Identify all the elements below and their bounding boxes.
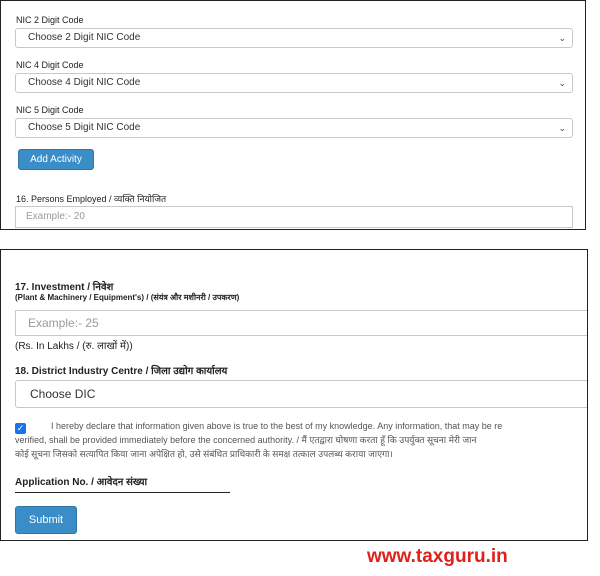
dic-select[interactable]: [15, 380, 588, 408]
chevron-down-icon: ⌄: [558, 78, 566, 88]
dic-label: 18. District Industry Centre / जिला उद्योग कार्यालय: [15, 366, 228, 377]
business-activity-panel: [0, 0, 586, 230]
nic2-selected: Choose 2 Digit NIC Code: [28, 32, 141, 43]
dic-selected: Choose DIC: [30, 387, 96, 401]
nic4-selected: Choose 4 Digit NIC Code: [28, 77, 141, 88]
investment-sublabel: (Plant & Machinery / Equipment's) / (संयंत्र और मशीनरी / उपकरण): [15, 293, 240, 302]
watermark-text: www.taxguru.in: [367, 546, 508, 567]
nic2-select[interactable]: [15, 28, 573, 48]
nic5-selected: Choose 5 Digit NIC Code: [28, 122, 141, 133]
check-icon: ✓: [16, 423, 25, 433]
nic4-select[interactable]: [15, 73, 573, 93]
investment-label: 17. Investment / निवेश: [15, 282, 114, 293]
nic5-label: NIC 5 Digit Code: [16, 105, 84, 115]
submit-button[interactable]: Submit: [15, 506, 77, 534]
chevron-down-icon: ⌄: [558, 123, 566, 133]
application-no-underline: [15, 492, 230, 493]
add-activity-button[interactable]: Add Activity: [18, 149, 94, 170]
declaration-line-2: verified, shall be provided immediately before the concerned authority. / मैं एतद्वारा घोषणा करता हूँ कि उपर्युक्त सूचना मेरी जान: [15, 435, 477, 445]
persons-employed-input[interactable]: [15, 206, 573, 228]
investment-panel: [0, 249, 588, 541]
investment-unit: (Rs. In Lakhs / (रु. लाखों में)): [15, 341, 133, 352]
persons-employed-label: 16. Persons Employed / व्यक्ति नियोजित: [16, 194, 167, 204]
nic5-select[interactable]: [15, 118, 573, 138]
nic2-label: NIC 2 Digit Code: [16, 15, 84, 25]
nic4-label: NIC 4 Digit Code: [16, 60, 84, 70]
investment-placeholder: Example:- 25: [28, 316, 99, 330]
declaration-line-1: I hereby declare that information given above is true to the best of my knowledge. Any information, that may be re: [51, 421, 503, 431]
application-no-label: Application No. / आवेदन संख्या: [15, 477, 148, 488]
persons-employed-placeholder: Example:- 20: [26, 211, 85, 222]
chevron-down-icon: ⌄: [558, 33, 566, 43]
declaration-line-3: कोई सूचना जिसको सत्यापित किया जाना अपेक्षित हो, उसे संबंधित प्राधिकारी के समक्ष तत्काल उपलब्ध कराया जाएगा।: [15, 449, 393, 459]
investment-input[interactable]: [15, 310, 588, 336]
